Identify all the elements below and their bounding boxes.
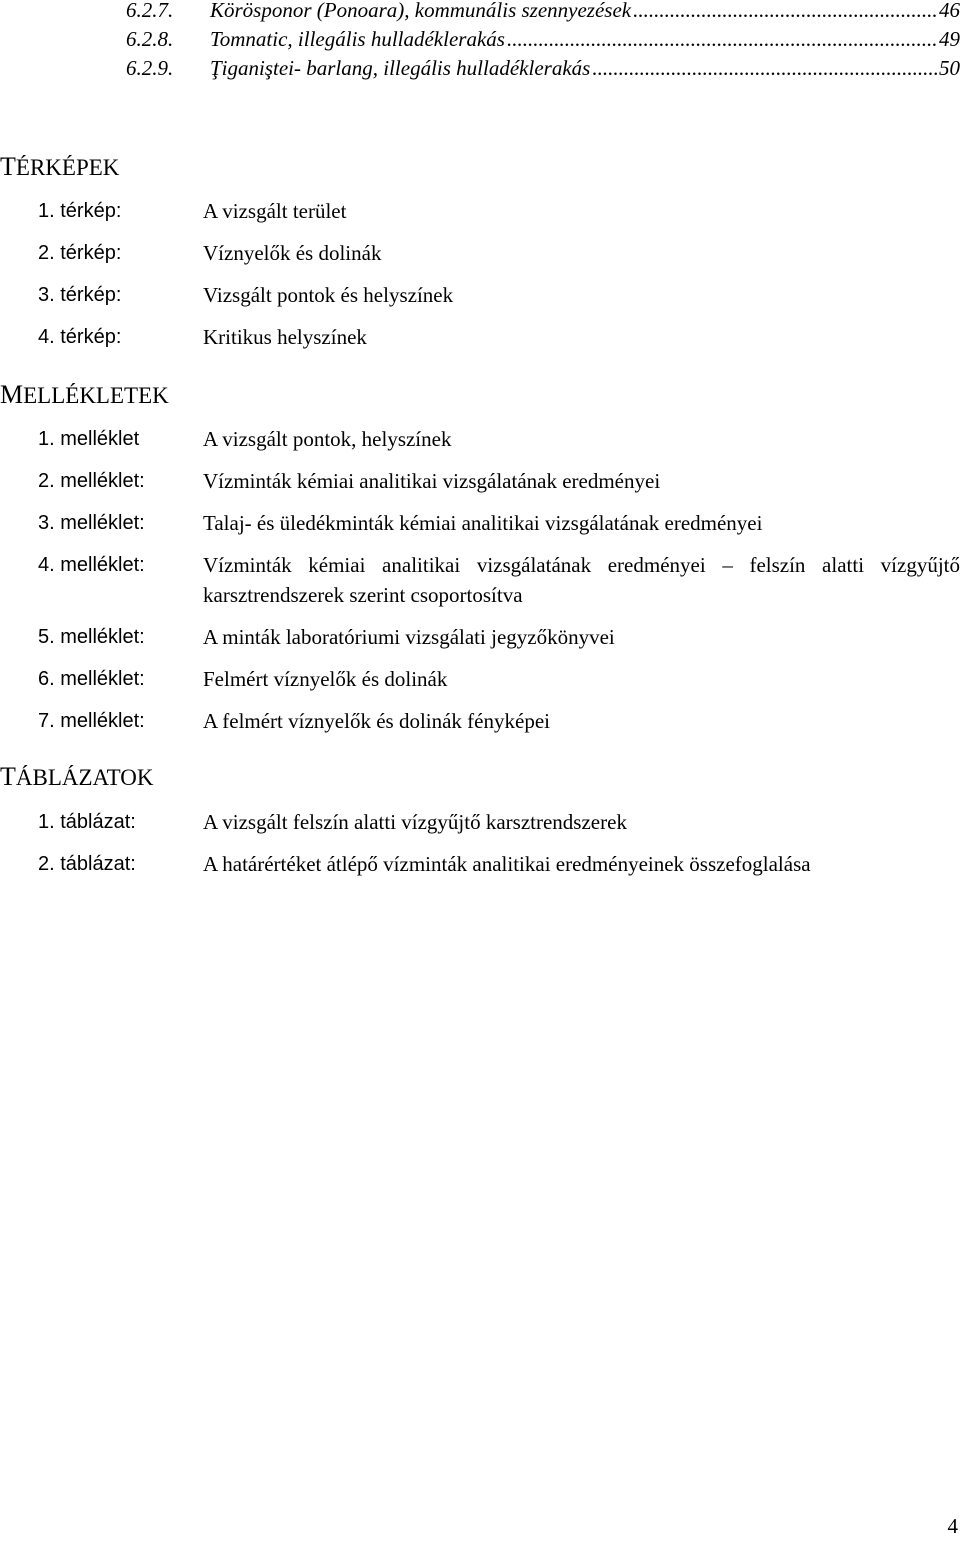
item-text: Talaj- és üledékminták kémiai analitikai vizsgálatának eredményei [203, 511, 763, 535]
item-text: Vizsgált pontok és helyszínek [203, 283, 454, 307]
item-label: 6. melléklet: [38, 668, 145, 690]
item-label: 1. melléklet [38, 428, 140, 450]
heading-rest: ÁBLÁZATOK [15, 765, 154, 790]
list-item [0, 424, 960, 454]
appendices-list [0, 424, 960, 736]
heading-initial: T [0, 152, 16, 181]
item-text: A vizsgált terület [203, 199, 347, 223]
list-item [0, 550, 960, 610]
item-label: 2. térkép: [38, 242, 122, 264]
toc-leader-dots [633, 0, 937, 23]
item-text: A vizsgált felszín alatti vízgyűjtő karsztrendszerek [203, 810, 627, 834]
item-text: A minták laboratóriumi vizsgálati jegyzőkönyvei [203, 625, 615, 649]
toc-entry [126, 56, 960, 85]
item-label: 4. melléklet: [38, 554, 145, 576]
heading-initial: T [0, 762, 16, 791]
list-item [0, 466, 960, 496]
item-label: 7. melléklet: [38, 710, 145, 732]
list-item [0, 807, 960, 837]
list-item [0, 238, 960, 268]
item-label: 1. táblázat: [38, 811, 136, 833]
list-item [0, 322, 960, 352]
item-label: 3. térkép: [38, 284, 122, 306]
toc-entry [126, 0, 960, 27]
toc-leader-dots [507, 27, 937, 52]
item-text: A határértéket átlépő vízminták analitikai eredményeinek összefoglalása [203, 852, 811, 876]
item-text: Kritikus helyszínek [203, 325, 367, 349]
toc-page-number: 49 [939, 27, 960, 51]
list-item [0, 280, 960, 310]
item-text: Felmért víznyelők és dolinák [203, 667, 448, 691]
list-item [0, 849, 960, 879]
toc-title: Ţiganiştei- barlang, illegális hulladéklerakás [210, 56, 591, 80]
list-item [0, 622, 960, 652]
list-item [0, 196, 960, 226]
tables-list [0, 807, 960, 879]
item-text: A vizsgált pontok, helyszínek [203, 427, 452, 451]
toc-title: Körösponor (Ponoara), kommunális szennyezések [210, 0, 632, 22]
item-label: 5. melléklet: [38, 626, 145, 648]
tables-heading [0, 762, 153, 792]
maps-list [0, 196, 960, 352]
item-label: 2. melléklet: [38, 470, 145, 492]
heading-initial: M [0, 380, 24, 409]
toc-number: 6.2.7. [126, 0, 174, 22]
heading-rest: ÉRKÉPEK [15, 155, 120, 180]
toc-entry [126, 27, 960, 56]
item-text: Vízminták kémiai analitikai vizsgálatának eredményei – felszín alatti vízgyűjtő karsztrendszerek szerint csoportosítva [203, 553, 960, 607]
item-text: Vízminták kémiai analitikai vizsgálatának eredményei [203, 469, 661, 493]
item-label: 3. melléklet: [38, 512, 145, 534]
item-text: Víznyelők és dolinák [203, 241, 382, 265]
item-label: 2. táblázat: [38, 853, 136, 875]
toc-leader-dots [592, 56, 937, 81]
heading-rest: ELLÉKLETEK [23, 383, 169, 408]
table-of-contents [126, 0, 960, 85]
list-item [0, 664, 960, 694]
item-text: A felmért víznyelők és dolinák fényképei [203, 709, 550, 733]
list-item [0, 706, 960, 736]
page-number: 4 [947, 1514, 958, 1538]
toc-number: 6.2.8. [126, 27, 174, 51]
maps-heading [0, 152, 119, 182]
toc-page-number: 50 [939, 56, 960, 80]
toc-number: 6.2.9. [126, 56, 174, 80]
toc-page-number: 46 [939, 0, 960, 22]
toc-title: Tomnatic, illegális hulladéklerakás [210, 27, 505, 51]
item-label: 4. térkép: [38, 326, 122, 348]
appendices-heading [0, 380, 169, 410]
item-label: 1. térkép: [38, 200, 122, 222]
list-item [0, 508, 960, 538]
